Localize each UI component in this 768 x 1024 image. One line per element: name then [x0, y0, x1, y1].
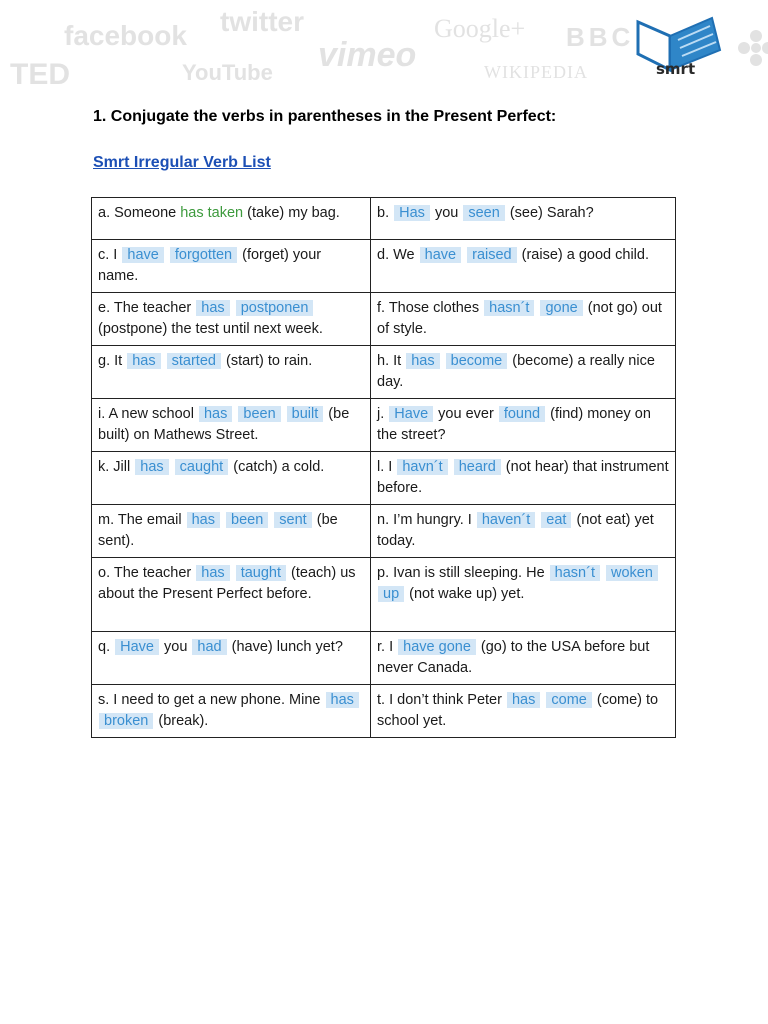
answer-blank[interactable]: heard	[454, 459, 501, 475]
table-row	[92, 399, 676, 452]
sentence-text: n. I’m hungry. I	[377, 512, 476, 528]
answer-blank[interactable]: has	[507, 692, 540, 708]
answer-blank[interactable]: up	[378, 586, 404, 602]
answer-blank[interactable]: hasn´t	[550, 565, 600, 581]
answer-blank[interactable]: has	[326, 692, 359, 708]
answer-blank[interactable]: found	[499, 406, 545, 422]
sentence-text: a. Someone	[98, 205, 181, 221]
exercise-cell-right	[371, 452, 676, 505]
sentence-text: (not hear) that instrument before.	[377, 459, 669, 496]
watermark-facebook: facebook	[64, 20, 187, 51]
watermark-vimeo: vimeo	[318, 36, 417, 74]
answer-blank[interactable]: raised	[467, 247, 517, 263]
example-answer: has taken	[180, 205, 244, 221]
exercise-cell-left	[92, 632, 371, 685]
exercise-cell-left	[92, 685, 371, 738]
exercise-cell-left	[92, 558, 371, 632]
watermark-youtube: YouTube	[182, 60, 273, 85]
sentence-text: g. It	[98, 353, 127, 369]
sentence-text: (postpone) the test until next week.	[98, 321, 323, 337]
sentence-text	[462, 247, 466, 263]
answer-blank[interactable]: Have	[115, 639, 159, 655]
sentence-text: (come) to school yet.	[377, 692, 659, 729]
answer-blank[interactable]: have	[420, 247, 461, 263]
sentence-text: (forget) your name.	[98, 247, 322, 284]
sentence-text: (teach) us about the Present Perfect before.	[98, 565, 356, 602]
table-row	[92, 558, 676, 632]
answer-blank[interactable]: had	[192, 639, 226, 655]
sentence-text: you ever	[434, 406, 498, 422]
sentence-text: (break).	[154, 713, 209, 729]
sentence-text: (not eat) yet today.	[377, 512, 654, 549]
answer-blank[interactable]: Have	[389, 406, 433, 422]
exercise-cell-right	[371, 558, 676, 632]
sentence-text	[449, 459, 453, 475]
exercise-cell-right	[371, 632, 676, 685]
sentence-text	[601, 565, 605, 581]
sentence-text: o. The teacher	[98, 565, 196, 581]
answer-blank[interactable]: forgotten	[170, 247, 237, 263]
sentence-text: d. We	[377, 247, 419, 263]
answer-blank[interactable]: sent	[274, 512, 311, 528]
sentence-text: p. Ivan is still sleeping. He	[377, 565, 549, 581]
answer-blank[interactable]: gone	[540, 300, 582, 316]
answer-blank[interactable]: haven´t	[477, 512, 535, 528]
answer-blank[interactable]: woken	[606, 565, 658, 581]
sentence-text	[541, 692, 545, 708]
exercise-heading: 1. Conjugate the verbs in parentheses in the Present Perfect:	[93, 108, 557, 125]
answer-blank[interactable]: has	[196, 565, 229, 581]
sentence-text	[162, 353, 166, 369]
exercise-cell-left	[92, 346, 371, 399]
answer-blank[interactable]: havn´t	[397, 459, 447, 475]
sentence-text: you	[430, 205, 463, 221]
table-row	[92, 505, 676, 558]
exercise-cell-left	[92, 505, 371, 558]
sentence-text: c. I	[98, 247, 122, 263]
sentence-text: (take) my bag.	[243, 205, 340, 221]
exercise-table	[91, 197, 676, 738]
answer-blank[interactable]: have	[122, 247, 163, 263]
exercise-cell-left	[92, 240, 371, 293]
sentence-text: h. It	[377, 353, 406, 369]
sentence-text: (start) to rain.	[221, 353, 313, 369]
sentence-text	[282, 406, 286, 422]
sentence-text: f. Those clothes	[377, 300, 484, 316]
sentence-text	[441, 353, 445, 369]
table-row	[92, 452, 676, 505]
answer-blank[interactable]: seen	[463, 205, 504, 221]
answer-blank[interactable]: Has	[394, 205, 430, 221]
table-row	[92, 632, 676, 685]
table-row	[92, 293, 676, 346]
irregular-verb-list-link[interactable]: Smrt Irregular Verb List	[93, 154, 271, 171]
answer-blank[interactable]: has	[127, 353, 160, 369]
sentence-text	[221, 512, 225, 528]
sentence-text: (not wake up) yet.	[405, 586, 525, 602]
sentence-text: (not go) out of style.	[377, 300, 662, 337]
exercise-cell-left	[92, 293, 371, 346]
sentence-text	[536, 512, 540, 528]
sentence-text: r. I	[377, 639, 398, 655]
table-row	[92, 240, 676, 293]
exercise-cell-right	[371, 293, 676, 346]
sentence-text: (go) to the USA before but never Canada.	[377, 639, 650, 676]
sentence-text: s. I need to get a new phone. Mine	[98, 692, 325, 708]
sentence-text: q.	[98, 639, 115, 655]
answer-blank[interactable]: hasn´t	[484, 300, 534, 316]
table-row	[92, 198, 676, 240]
answer-blank[interactable]: postponen	[236, 300, 314, 316]
exercise-cell-right	[371, 505, 676, 558]
answer-blank[interactable]: built	[287, 406, 324, 422]
answer-blank[interactable]: has	[135, 459, 168, 475]
sentence-text: (be sent).	[98, 512, 338, 549]
watermark-bbc: BBC	[566, 22, 635, 52]
sentence-text: you	[159, 639, 192, 655]
sentence-text	[231, 565, 235, 581]
answer-blank[interactable]: has	[187, 512, 220, 528]
answer-blank[interactable]: caught	[175, 459, 229, 475]
table-row	[92, 346, 676, 399]
sentence-text: (become) a really nice day.	[377, 353, 655, 390]
sentence-text: b.	[377, 205, 394, 221]
sentence-text: t. I don’t think Peter	[377, 692, 506, 708]
exercise-cell-left	[92, 452, 371, 505]
answer-blank[interactable]: started	[167, 353, 221, 369]
exercise-cell-right	[371, 399, 676, 452]
sentence-text: (find) money on the street?	[377, 406, 651, 443]
sentence-text: e. The teacher	[98, 300, 196, 316]
answer-blank[interactable]: been	[226, 512, 268, 528]
watermark-twitter: twitter	[220, 6, 304, 37]
sentence-text: (raise) a good child.	[517, 247, 649, 263]
sentence-text	[233, 406, 237, 422]
sentence-text: l. I	[377, 459, 397, 475]
sentence-text: (have) lunch yet?	[227, 639, 343, 655]
answer-blank[interactable]: come	[546, 692, 591, 708]
sentence-text	[535, 300, 539, 316]
exercise-cell-right	[371, 240, 676, 293]
answer-blank[interactable]: has	[196, 300, 229, 316]
answer-blank[interactable]: been	[238, 406, 280, 422]
exercise-cell-left	[92, 198, 371, 240]
answer-blank[interactable]: have gone	[398, 639, 476, 655]
smrt-logo-text: smrt	[656, 60, 696, 78]
sentence-text: m. The email	[98, 512, 186, 528]
answer-blank[interactable]: has	[199, 406, 232, 422]
sentence-text: j.	[377, 406, 389, 422]
watermark-google: Google+	[434, 14, 526, 43]
table-row	[92, 685, 676, 738]
answer-blank[interactable]: become	[446, 353, 508, 369]
answer-blank[interactable]: broken	[99, 713, 153, 729]
social-media-banner	[0, 0, 768, 92]
exercise-cell-right	[371, 685, 676, 738]
sentence-text	[231, 300, 235, 316]
answer-blank[interactable]: has	[406, 353, 439, 369]
sentence-text	[170, 459, 174, 475]
watermark-wikipedia: WIKIPEDIA	[484, 62, 588, 82]
sentence-text: k. Jill	[98, 459, 135, 475]
exercise-cell-left	[92, 399, 371, 452]
watermark-ted: TED	[10, 58, 70, 91]
answer-blank[interactable]: eat	[541, 512, 571, 528]
exercise-cell-right	[371, 346, 676, 399]
sentence-text	[165, 247, 169, 263]
sentence-text: (catch) a cold.	[229, 459, 325, 475]
sentence-text	[269, 512, 273, 528]
exercise-cell-right	[371, 198, 676, 240]
answer-blank[interactable]: taught	[236, 565, 286, 581]
sentence-text: (be built) on Mathews Street.	[98, 406, 350, 443]
sentence-text: (see) Sarah?	[505, 205, 594, 221]
cbc-logo-icon	[736, 28, 768, 68]
sentence-text: i. A new school	[98, 406, 198, 422]
